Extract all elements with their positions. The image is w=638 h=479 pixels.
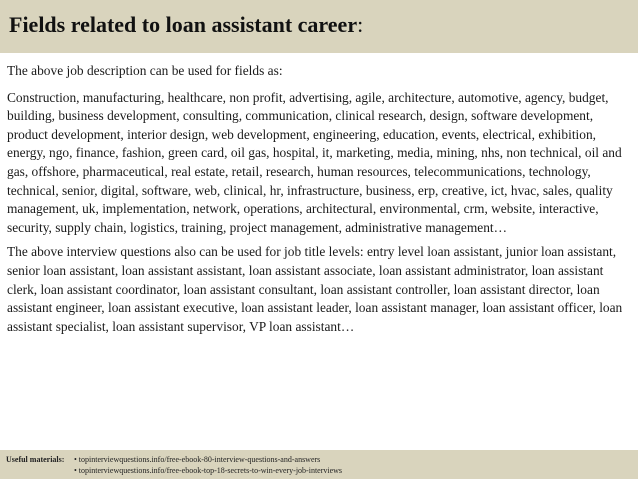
fields-paragraph: Construction, manufacturing, healthcare, non profit, advertising, agile, architecture, automotive, agency, budget, building, business development, consulting, communication, clinical research, design, software development, product development, interior design, web development, engineering, education, events, electrical, exhibition, energy, ngo, finance, fashion, green card, oil gas, hospital, it, marketing, media, mining, nhs, non technical, oil and gas, offshore, pharmaceutical, real estate, retail, research, human resources, telecommunications, technology, technical, senior, digital, software, web, clinical, hr, infrastructure, business, erp, creative, ict, hvac, sales, quality management, uk, implementation, network, operations, architectural, environmental, crm, website, interactive, security, supply chain, logistics, training, project management, administrative management… (7, 89, 622, 235)
slide-title-colon: : (357, 12, 364, 37)
job-levels-paragraph: The above interview questions also can be used for job title levels: entry level loan assistant, junior loan assistant, senior loan assistant, loan assistant assistant, loan assistant associate, loan assistant administrator, loan assistant clerk, loan assistant coordinator, loan assistant consultant, loan assistant controller, loan assistant director, loan assistant engineer, loan assistant executive, loan assistant leader, loan assistant manager, loan assistant officer, loan assistant specialist, loan assistant supervisor, VP loan assistant… (7, 244, 623, 334)
lead-text: The above job description can be used for fields as: (7, 63, 283, 78)
footer-band (0, 450, 638, 479)
slide-title (9, 12, 638, 38)
footer-links (74, 454, 342, 476)
slide-body (7, 62, 635, 342)
title-band (0, 0, 638, 53)
footer-label: Useful materials: (6, 455, 65, 464)
footer-link-ebook-80[interactable]: • topinterviewquestions.info/free-ebook-80-interview-questions-and-answers (74, 455, 321, 464)
footer-link-ebook-18[interactable]: • topinterviewquestions.info/free-ebook-top-18-secrets-to-win-every-job-interviews (74, 466, 343, 475)
slide-title-text: Fields related to loan assistant career (9, 12, 358, 37)
